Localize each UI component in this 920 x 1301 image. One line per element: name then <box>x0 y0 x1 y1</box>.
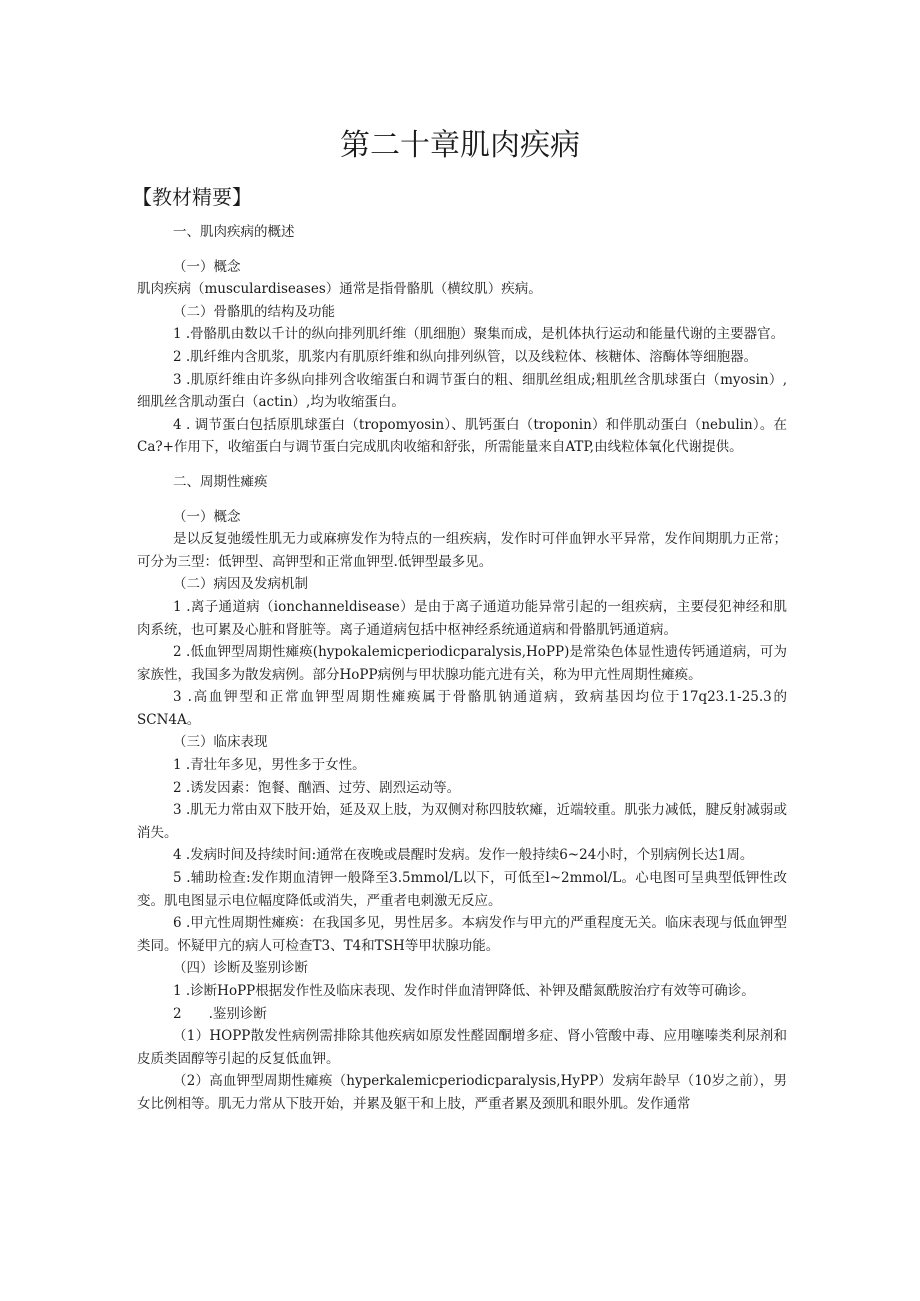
subheading: （二）骨骼肌的结构及功能 <box>173 303 335 320</box>
subheading: （一）概念 <box>173 508 241 525</box>
paragraph: 4 .发病时间及持续时间:通常在夜晚或晨醒时发病。发作一般持续6~24小时，个别病例长达1周。 <box>173 847 754 864</box>
chapter-title: 第二十章肌肉疾病 <box>340 128 580 163</box>
paragraph: 5 .辅助检查:发作期血清钾一般降至3.5mmol/L以下，可低至l~2mmol/L。心电图可呈典型低钾性改变。肌电图显示电位幅度降低或消失，严重者电刺激无反应。 <box>137 870 787 909</box>
paragraph: 1 .离子通道病（ionchanneldisease）是由于离子通道功能异常引起的一组疾病，主要侵犯神经和肌肉系统，也可累及心脏和肾脏等。离子通道病包括中枢神经系统通道病和骨骼肌钙通道病。 <box>137 598 787 638</box>
paragraph: 2 .肌纤维内含肌浆，肌浆内有肌原纤维和纵向排列纵管，以及线粒体、核糖体、溶酶体等细胞器。 <box>173 348 758 365</box>
paragraph: （2）高血钾型周期性瘫痪（hyperkalemicperiodicparalysis,HyPP）发病年龄早（10岁之前），男女比例相等。肌无力常从下肢开始，并累及躯干和上肢，严重者累及颈肌和眼外肌。发作通常 <box>137 1073 787 1112</box>
paragraph: 1 .骨骼肌由数以千计的纵向排列肌纤维（肌细胞）聚集而成，是机体执行运动和能量代谢的主要器官。 <box>173 326 785 343</box>
paragraph: 是以反复弛缓性肌无力或麻痹发作为特点的一组疾病，发作时可伴血钾水平异常，发作间期肌力正常；可分为三型：低钾型、高钾型和正常血钾型.低钾型最多见。 <box>137 531 787 570</box>
paragraph-spacer <box>137 244 787 256</box>
paragraph: 6 .甲亢性周期性瘫痪：在我国多见，男性居多。本病发作与甲亢的严重程度无关。临床表现与低血钾型类同。怀疑甲亢的病人可检查T3、T4和TSH等甲状腺功能。 <box>137 915 787 954</box>
paragraph-spacer <box>137 494 787 506</box>
paragraph: 3 .肌无力常由双下肢开始，延及双上肢，为双侧对称四肢软瘫，近端较重。肌张力减低，腱反射减弱或消失。 <box>137 802 787 841</box>
subheading: 二、周期性瘫痪 <box>173 473 268 490</box>
paragraph: 2 .鉴别诊断 <box>173 1005 267 1022</box>
paragraph: 2 .诱发因素：饱餐、酗酒、过劳、剧烈运动等。 <box>173 779 461 796</box>
paragraph: 2 .低血钾型周期性瘫痪(hypokalemicperiodicparalysis,HoPP)是常染色体显性遗传钙通道病，可为家族性，我国多为散发病例。部分HoPP病例与甲状腺功能亢进有关，称为甲亢性周期性瘫痪。 <box>137 644 787 683</box>
subheading: （三）临床表现 <box>173 734 268 751</box>
section-heading: 【教材精要】 <box>132 185 252 209</box>
paragraph-spacer <box>137 459 787 471</box>
subheading: （四）诊断及鉴别诊断 <box>173 960 308 977</box>
paragraph: 3 .肌原纤维由许多纵向排列含收缩蛋白和调节蛋白的粗、细肌丝组成;粗肌丝含肌球蛋白（myosin）,细肌丝含肌动蛋白（actin）,均为收缩蛋白。 <box>137 371 787 411</box>
subheading: 一、肌肉疾病的概述 <box>173 224 295 240</box>
paragraph: 1 .诊断HoPP根据发作性及临床表现、发作时伴血清钾降低、补钾及醋氮酰胺治疗有效等可确诊。 <box>173 983 755 999</box>
paragraph: 3 .高血钾型和正常血钾型周期性瘫痪属于骨骼肌钠通道病，致病基因均位于17q23.1-25.3的SCN4A。 <box>137 689 787 728</box>
paragraph: 肌肉疾病（musculardiseases）通常是指骨骼肌（横纹肌）疾病。 <box>137 281 542 298</box>
paragraph: （1）HOPP散发性病例需排除其他疾病如原发性醛固酮增多症、肾小管酸中毒、应用噻嗪类利尿剂和皮质类固醇等引起的反复低血钾。 <box>137 1028 787 1067</box>
document-body <box>137 221 787 1116</box>
subheading: （二）病因及发病机制 <box>173 576 308 593</box>
paragraph: 4 . 调节蛋白包括原肌球蛋白（tropomyosin）、肌钙蛋白（troponin）和伴肌动蛋白（nebulin）。在Ca?+作用下，收缩蛋白与调节蛋白完成肌肉收缩和舒张，所需能量来自ATP,由线粒体氧化代谢提供。 <box>137 416 787 456</box>
subheading: （一）概念 <box>173 258 241 275</box>
paragraph: 1 .青壮年多见，男性多于女性。 <box>173 757 366 774</box>
